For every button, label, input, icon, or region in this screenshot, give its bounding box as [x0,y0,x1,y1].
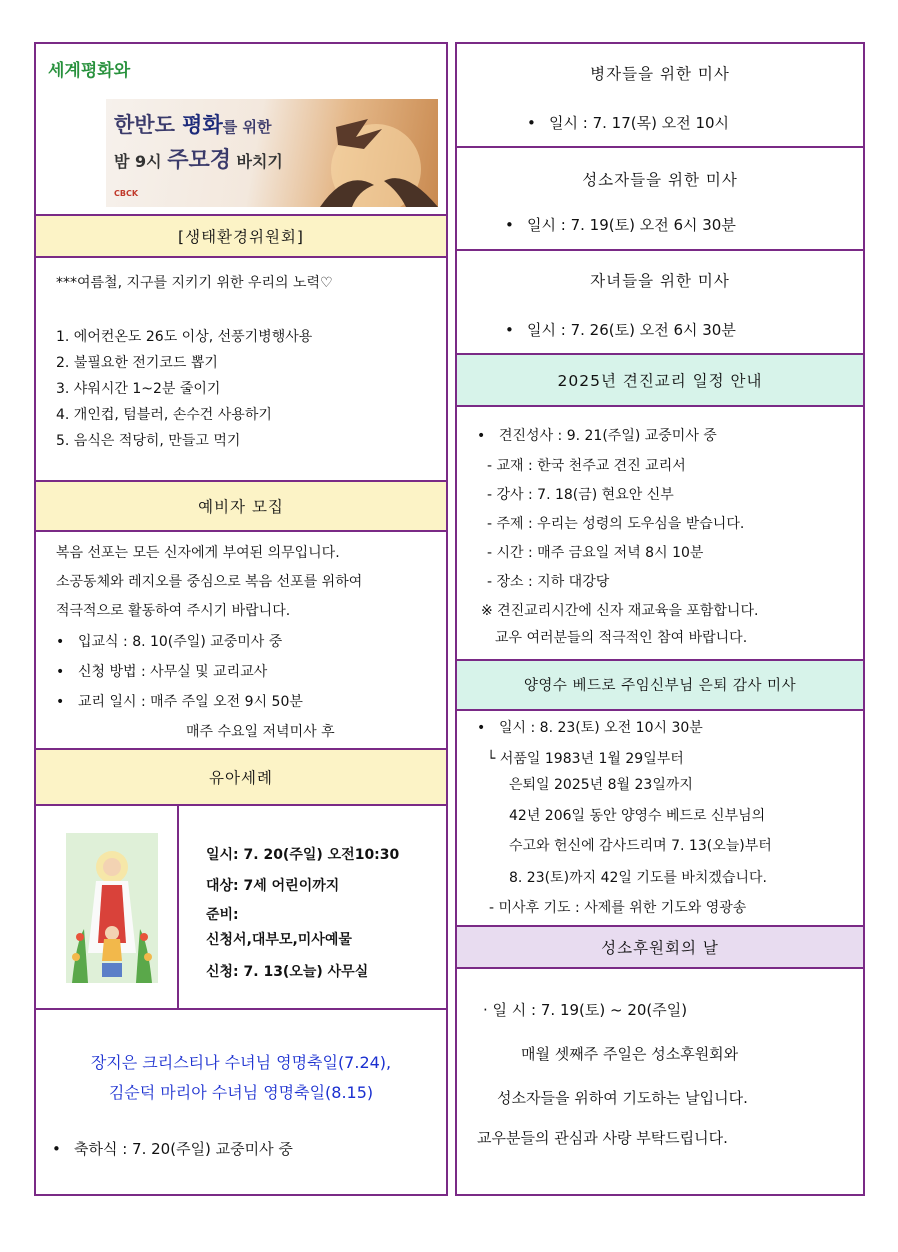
infant-baptism-header [36,750,446,806]
children-mass-date [505,319,863,340]
sick-mass-title: 병자들을 위한 미사 [590,65,730,83]
sick-mass-date-text: 일시 : 7. 17(목) 오전 10시 [549,114,730,132]
banner-text: 밤 9시 [114,152,168,171]
confirmation-line: - 시간 : 매주 금요일 저녁 8시 10분 [487,545,704,561]
confirmation-bullet [477,425,863,445]
vocation-support-body [457,969,863,1194]
peace-prayer-section [36,44,446,216]
catechumen-bullet [56,631,446,651]
confirmation-bullet-text: 견진성사 : 9. 21(주일) 교중미사 중 [499,428,717,444]
confirmation-line: - 강사 : 7. 18(금) 현요안 신부 [487,487,674,503]
vocation-mass-date [505,214,863,235]
infant-prep: 준비: [206,907,239,923]
feast-bullet-text: 축하식 : 7. 20(주일) 교중미사 중 [74,1140,293,1158]
eco-title: [생태환경위원회] [178,228,304,246]
eco-committee-body [36,258,446,482]
retirement-line: └ 서품일 1983년 1월 29일부터 [487,751,684,767]
eco-item: 3. 샤워시간 1~2분 줄이기 [56,381,221,397]
cbck-logo: CBCK [114,189,139,198]
feast-line-1: 장지은 크리스티나 수녀님 영명축일(7.24), [90,1053,392,1072]
infant-target: 대상: 7세 어린이까지 [206,878,340,894]
children-mass-date-text: 일시 : 7. 26(토) 오전 6시 30분 [527,321,736,339]
peace-title: 세계평화와 [48,61,131,81]
catechumen-text: 소공동체와 레지오를 중심으로 복음 선포를 위하여 [56,574,363,590]
confirmation-body [457,407,863,661]
banner-line-1 [114,109,271,139]
catechumen-header [36,482,446,532]
eco-item: 2. 불필요한 전기코드 뽑기 [56,355,218,371]
infant-baptism-title: 유아세례 [209,769,273,787]
catechumen-bullet [56,691,446,711]
retirement-line: 8. 23(토)까지 42일 기도를 바치겠습니다. [509,870,767,886]
children-mass-title: 자녀들을 위한 미사 [590,272,730,290]
infant-baptism-body [36,806,446,1010]
children-mass-section [457,251,863,355]
banner-text-accent: 평화 [182,113,223,137]
vocation-support-title: 성소후원회의 날 [601,939,719,957]
infant-image-cell [36,806,179,1008]
eco-committee-header [36,216,446,258]
banner-line-2 [114,143,283,174]
banner-text: 바치기 [230,152,283,171]
right-column [455,42,865,1196]
infant-apply: 신청: 7. 13(오늘) 사무실 [206,964,369,980]
catechumen-bullet-text: 신청 방법 : 사무실 및 교리교사 [78,664,268,680]
peace-banner-image [106,99,438,207]
eco-intro: ***여름철, 지구를 지키기 위한 우리의 노력♡ [56,275,333,291]
eco-item: 4. 개인컵, 텀블러, 손수건 사용하기 [56,407,272,423]
banner-text-accent: 주모경 [167,148,231,173]
confirmation-line: - 주제 : 우리는 성령의 도우심을 받습니다. [487,516,745,532]
jesus-children-illustration [66,833,158,983]
left-column [34,42,448,1196]
confirmation-title: 2025년 견진교리 일정 안내 [557,372,763,390]
vocation-mass-date-text: 일시 : 7. 19(토) 오전 6시 30분 [527,216,736,234]
feast-bullet [52,1138,446,1159]
vocation-support-text: 매월 셋째주 주일은 성소후원회와 [521,1045,739,1063]
retirement-line: 은퇴일 2025년 8월 23일까지 [509,777,693,793]
vocation-mass-section [457,148,863,251]
retirement-line: 수고와 헌신에 감사드리며 7. 13(오늘)부터 [509,838,772,854]
retirement-line: - 미사후 기도 : 사제를 위한 기도와 영광송 [489,900,747,916]
banner-text: 를 위한 [222,118,272,136]
confirmation-line: - 장소 : 지하 대강당 [487,574,610,590]
catechumen-text: 매주 수요일 저녁미사 후 [186,724,335,740]
confirmation-note: ※ 견진교리시간에 신자 재교육을 포함합니다. [481,603,759,619]
infant-details [206,806,446,1006]
retirement-bullet [477,717,863,737]
vocation-support-text: 교우분들의 관심과 사랑 부탁드립니다. [477,1129,728,1147]
eco-item: 1. 에어컨온도 26도 이상, 선풍기병행사용 [56,329,313,345]
banner-text: 한반도 [114,113,183,137]
catechumen-body [36,532,446,750]
catechumen-bullet-text: 교리 일시 : 매주 주일 오전 9시 50분 [78,694,303,710]
retirement-mass-header [457,661,863,711]
catechumen-bullet-text: 입교식 : 8. 10(주일) 교중미사 중 [78,634,283,650]
retirement-line: 42년 206일 동안 양영수 베드로 신부님의 [509,808,766,824]
sick-mass-date [527,112,863,133]
catechumen-bullet [56,661,446,681]
feast-day-section [36,1010,446,1196]
catechumen-title: 예비자 모집 [198,498,284,516]
confirmation-note: 교우 여러분들의 적극적인 참여 바랍니다. [495,630,748,646]
vocation-support-text: 성소자들을 위하여 기도하는 날입니다. [497,1089,748,1107]
feast-line-2: 김순덕 마리아 수녀님 영명축일(8.15) [108,1083,374,1102]
sick-mass-section [457,44,863,148]
confirmation-header [457,355,863,407]
catechumen-text: 적극적으로 활동하여 주시기 바랍니다. [56,603,291,619]
retirement-mass-body [457,711,863,927]
retirement-bullet-text: 일시 : 8. 23(토) 오전 10시 30분 [499,720,703,736]
vocation-mass-title: 성소자들을 위한 미사 [582,171,738,189]
catechumen-text: 복음 선포는 모든 신자에게 부여된 의무입니다. [56,545,340,561]
retirement-mass-title: 양영수 베드로 주임신부님 은퇴 감사 미사 [523,678,797,694]
vocation-support-date: · 일 시 : 7. 19(토) ~ 20(주일) [483,1001,688,1019]
vocation-support-header [457,927,863,969]
infant-date: 일시: 7. 20(주일) 오전10:30 [206,847,400,863]
eco-item: 5. 음식은 적당히, 만들고 먹기 [56,433,241,449]
confirmation-line: - 교재 : 한국 천주교 견진 교리서 [487,458,686,474]
infant-prep-items: 신청서,대부모,미사예물 [206,932,352,948]
